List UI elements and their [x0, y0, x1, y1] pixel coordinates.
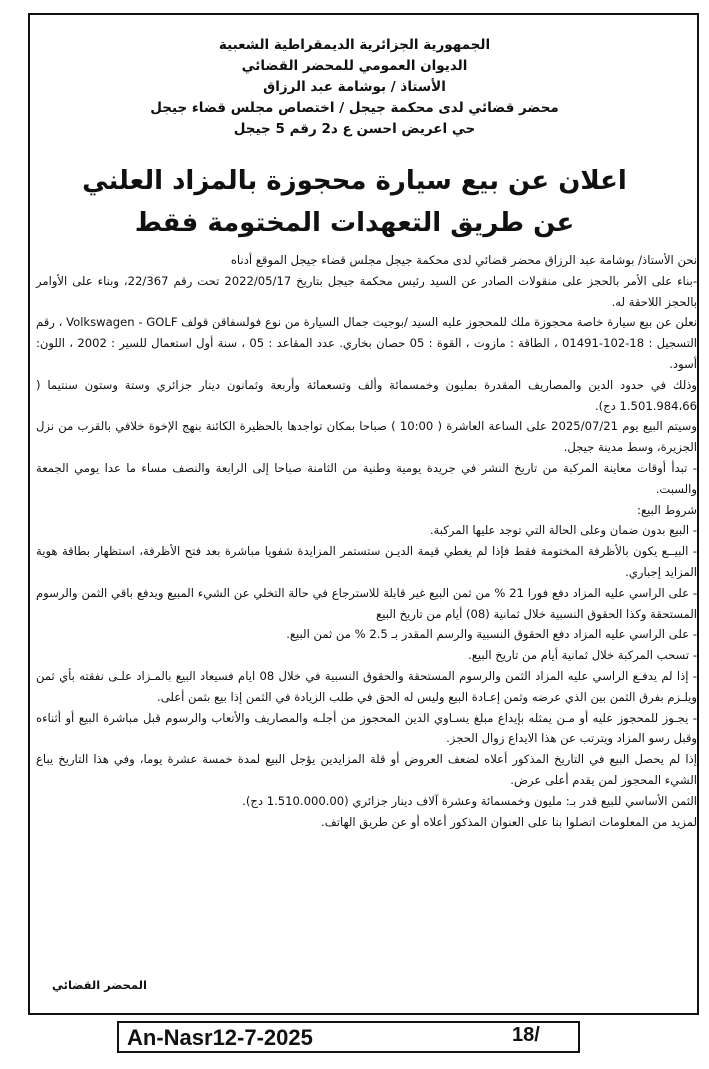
document-header — [36, 35, 673, 140]
condition-item: - البيع بدون ضمان وعلى الحالة التي توجد عليها المركبة. — [429, 523, 697, 538]
body-paragraph: إذا لم يحصل البيع في التاريخ المذكور أعلاه لضعف العروض أو قلة المزايدين يؤجل البيع لمدة خمسة عشرة يوما، وفي هذا التاريخ يباع الشيء المحجوز لمن يقدم أعلى عرض. — [36, 752, 697, 787]
condition-item: - يجـوز للمحجوز عليه أو مـن يمثله بإيداع مبلغ يسـاوي الدين المحجوز من أجلـه والمصاريف والأتعاب والرسوم قبل مباشرة البيع أو أثناءه وقبل رسو المزاد ويترتب عن هذا الايداع زوال الحجز. — [36, 710, 697, 746]
body-paragraph: نحن الأستاذ/ بوشامة عبد الرزاق محضر قضائي لدى محكمة جيجل مجلس قضاء جيجل الموقع أدناه — [230, 253, 697, 267]
header-bailiff-name: الأستاذ / بوشامة عبد الرزاق — [263, 79, 446, 95]
page-number: 18/ — [512, 1024, 540, 1046]
footer-bar — [117, 1021, 580, 1053]
signature: المحضر القضائي — [52, 978, 147, 992]
header-address: حي اعريض احسن ع د2 رقم 5 جيجل — [233, 121, 476, 137]
body-paragraph: وذلك في حدود الدين والمصاريف المقدرة بمليون وخمسمائة وألف وتسعمائة وأربعة وثمانون دينار جزائري وستة وستون سنتيما ( 1.501.984،66 دج). — [36, 377, 697, 413]
announcement-title: اعلان عن بيع سيارة محجوزة بالمزاد العلني — [82, 166, 627, 196]
body-paragraph: نعلن عن بيع سيارة خاصة محجوزة ملك للمحجوز عليه السيد /بوجيت جمال السيارة من نوع فولسفاقن قولف Volkswagen - GOLF ، رقم التسجيل : 18-102-01491 ، الطاقة : مازوت ، القوة : 05 حصان بخاري. عدد المقاعد : 05 ، سنة أول استعمال للسير : 2002 ، اللون: أسود. — [36, 315, 697, 371]
condition-item: - البيــع يكون بالأظرفة المختومة فقط فإذا لم يغطي قيمة الديـن ستستمر المزايدة شفويا مباشرة بعد فتح الأظرفة، استظهار بطاقة هوية المزايد إجباري. — [36, 544, 697, 579]
header-office-line: الديوان العمومي للمحضر القضائي — [241, 58, 468, 74]
body-paragraph: -بناء على الأمر بالحجز على منقولات الصادر عن السيد رئيس محكمة جيجل بتاريخ 2022/05/17 تحت رقم 22/367، وبناء على الأوامر بالحجز اللاحقة له. — [36, 273, 697, 309]
body-paragraph: - تبدأ أوقات معاينة المركبة من تاريخ النشر في جريدة يومية وطنية من الثامنة صباحا إلى الرابعة والنصف مساء ما عدا يومي الجمعة والسبت. — [36, 460, 697, 496]
announcement-subtitle: عن طريق التعهدات المختومة فقط — [134, 208, 575, 238]
publication-source: An-Nasr12-7-2025 — [127, 1025, 313, 1050]
base-price-paragraph: الثمن الأساسي للبيع قدر بـ: مليون وخمسمائة وعشرة آلاف دينار جزائري (1.510.000.00 دج). — [242, 793, 697, 808]
body-paragraph: وسيتم البيع يوم 2025/07/21 على الساعة العاشرة ( 10:00 ) صباحا بمكان تواجدها بالحظيرة الكائنة بنهج الإخوة خلافي بالقرب من نزل الجزيرة، وسط مدينة جيجل. — [36, 419, 697, 455]
header-jurisdiction: محضر قضائي لدى محكمة جيجل / اختصاص مجلس قضاء جيجل — [150, 100, 559, 116]
contact-paragraph: لمزيد من المعلومات اتصلوا بنا على العنوان المذكور أعلاه أو عن طريق الهاتف. — [321, 814, 697, 829]
condition-item: - على الراسي عليه المزاد دفع الحقوق النسبية والرسم المقدر بـ 2.5 % من ثمن البيع. — [286, 627, 697, 642]
condition-item: - إذا لم يدفـع الراسي عليه المزاد الثمن والرسوم المستحقة والحقوق النسبية في خلال 08 ايام فسيعاد البيع بالمـزاد علـى نفقته بأي ثمن ويلـزم بفرق الثمن بين الذي عرضه وثمن إعـادة البيع وليس له الحق في طلب الزيادة في الثمن إذا بيع بثمن أعلى. — [36, 668, 697, 704]
conditions-heading: شروط البيع: — [637, 502, 697, 517]
announcement-body — [36, 250, 697, 832]
condition-item: - على الراسي عليه المزاد دفع فورا 21 % من ثمن البيع غير قابلة للاسترجاع في حالة التخلي عن الشيء المبيع ويدفع باقي الثمن والرسوم المستحقة وكذا الحقوق النسبية خلال ثمانية (08) أيام من تاريخ البيع — [36, 585, 697, 621]
condition-item: - تسحب المركبة خلال ثمانية أيام من تاريخ البيع. — [468, 648, 697, 663]
header-republic-line: الجمهورية الجزائرية الديمقراطية الشعبية — [218, 37, 491, 53]
